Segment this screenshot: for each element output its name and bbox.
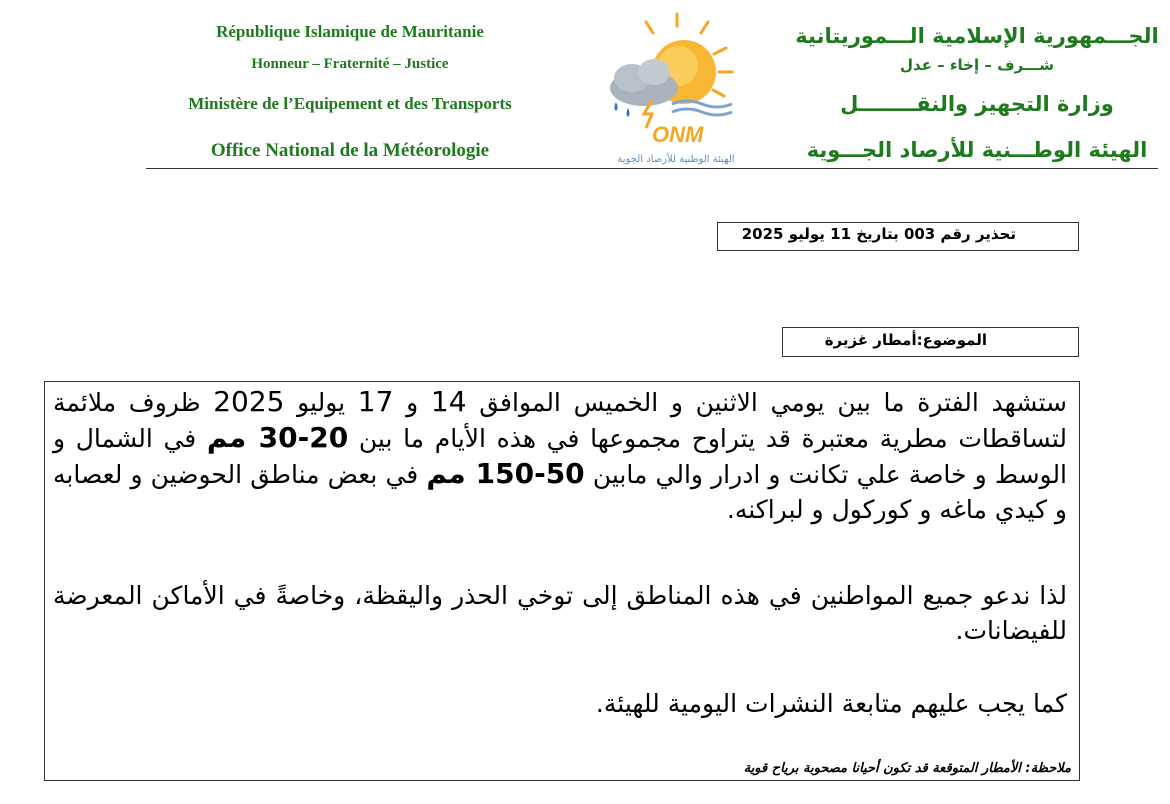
forecast-regions-south: في بعض مناطق الحوضين و لعصابه و كيدي ماغه و كوركول و لبراكنه.: [53, 460, 1067, 524]
forecast-month: يوليو: [297, 388, 346, 417]
onm-logo: [592, 10, 762, 170]
forecast-year: 2025: [213, 385, 285, 418]
ar-ministry: وزارة التجهيز والنقــــــــل: [840, 92, 1114, 116]
warning-reference-year: 2025: [741, 225, 784, 243]
forecast-conditions: ظروف ملائمة لتساقطات مطرية معتبرة قد يتراوح مجموعها في هذه الأيام ما بين: [53, 388, 1068, 453]
weather-logo-icon: [592, 10, 762, 170]
ar-motto: شـــرف – إخاء – عدل: [900, 56, 1054, 74]
header-divider: [146, 168, 1158, 169]
ar-office: الهيئة الوطـــنية للأرصاد الجـــوية: [806, 138, 1148, 162]
rainfall-range-south: 50-150 مم: [426, 457, 585, 490]
forecast-day-start: 14: [430, 385, 467, 418]
fr-office: Office National de la Météorologie: [210, 140, 490, 161]
fr-motto: Honneur – Fraternité – Justice: [251, 56, 449, 72]
paragraph-followup: كما يجب عليهم متابعة النشرات اليومية للهيئة.: [595, 689, 1067, 718]
paragraph-advice: لذا ندعو جميع المواطنين في هذه المناطق إلى توخي الحذر واليقظة، وخاصةً في الأماكن المعرضة للفيضانات.: [53, 581, 1067, 645]
onm-logo-acronym: ONM: [652, 122, 704, 147]
rainfall-range-north: 20-30 مم: [206, 421, 349, 454]
forecast-intro: ستشهد الفترة ما بين يومي الاثنين و الخميس الموافق: [479, 388, 1067, 417]
subject-text: الموضوع:أمطار غزيرة: [824, 331, 987, 349]
warning-reference: [742, 225, 1016, 243]
fr-ministry: Ministère de l’Equipement et des Transports: [188, 94, 512, 113]
forecast-day-end: 17: [357, 385, 394, 418]
forecast-and: و: [406, 388, 419, 417]
onm-logo-caption: الهيئة الوطنية للأرصاد الجوية: [617, 154, 735, 165]
fr-country: République Islamique de Mauritanie: [216, 22, 484, 41]
forecast-regions-north: في الشمال و الوسط و خاصة علي تكانت و ادرار والي مابين: [53, 424, 1068, 489]
ar-country: الجـــمهورية الإسلامية الـــموريتانية: [795, 24, 1159, 48]
paragraph-forecast: [53, 384, 1067, 527]
warning-reference-text: تحذير رقم 003 بتاريخ 11 يوليو: [788, 225, 1016, 243]
warning-body: [44, 381, 1080, 781]
note: ملاحظة: الأمطار المتوقعة قد تكون أحيانا مصحوبة برياح قوية: [743, 761, 1071, 776]
